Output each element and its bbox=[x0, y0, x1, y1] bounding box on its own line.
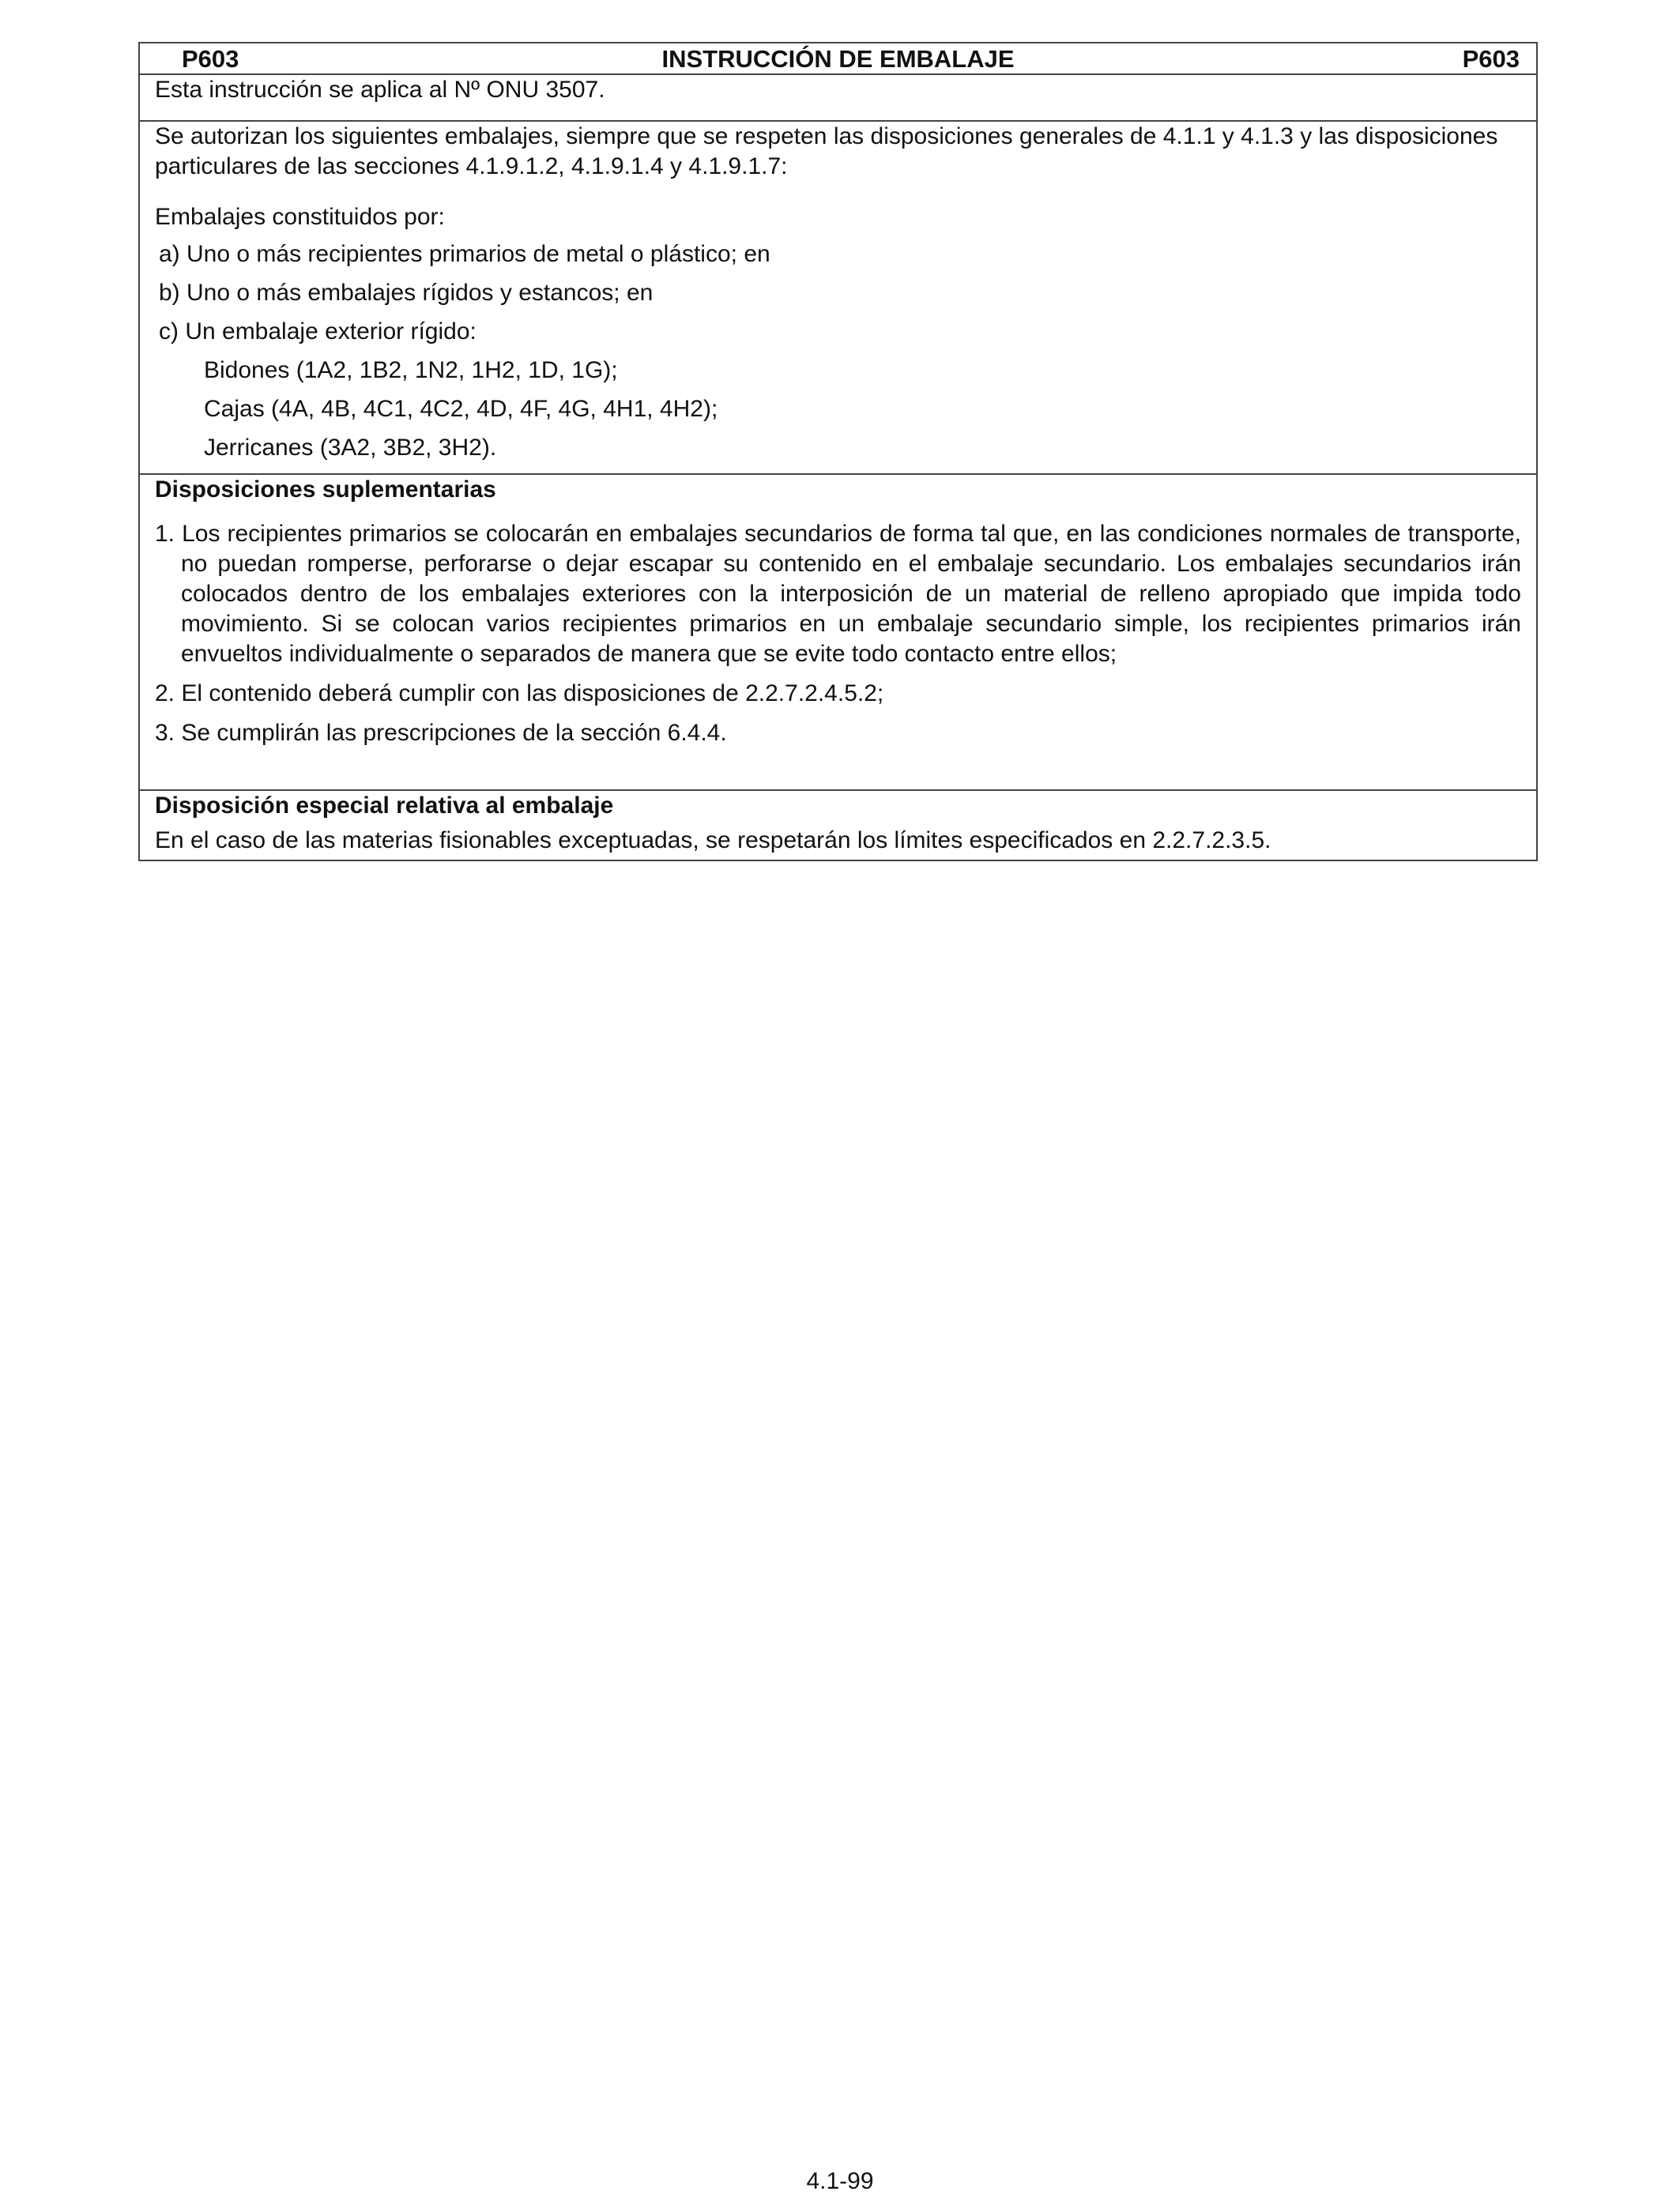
supplementary-heading: Disposiciones suplementarias bbox=[155, 476, 496, 503]
authorized-packagings-row bbox=[140, 122, 1536, 475]
packaging-item: c) Un embalaje exterior rígido: bbox=[159, 318, 477, 344]
applies-row bbox=[140, 75, 1536, 122]
page-number: 4.1-99 bbox=[806, 2168, 874, 2194]
packaging-item: a) Uno o más recipientes primarios de metal o plástico; en bbox=[159, 241, 770, 267]
instruction-title: INSTRUCCIÓN DE EMBALAJE bbox=[661, 45, 1015, 73]
applies-text: Esta instrucción se aplica al Nº ONU 3507. bbox=[155, 77, 605, 103]
outer-packaging-jerricans: Jerricanes (3A2, 3B2, 3H2). bbox=[204, 435, 497, 461]
instruction-code-left: P603 bbox=[182, 45, 239, 73]
packing-instruction-table bbox=[138, 42, 1538, 861]
packagings-intro: Se autorizan los siguientes embalajes, siempre que se respeten las disposiciones generales de 4.1.1 y 4.1.3 y las disposiciones particulares de las secciones 4.1.9.1.2, 4.1.9.1.4 y 4.1.9.1.7: bbox=[155, 123, 1498, 179]
packagings-subheading: Embalajes constituidos por: bbox=[155, 204, 445, 230]
outer-packaging-boxes: Cajas (4A, 4B, 4C1, 4C2, 4D, 4F, 4G, 4H1, 4H2); bbox=[204, 396, 718, 422]
packaging-item: b) Uno o más embalajes rígidos y estancos; en bbox=[159, 280, 654, 306]
supplementary-provision: 2. El contenido deberá cumplir con las disposiciones de 2.2.7.2.4.5.2; bbox=[155, 680, 884, 706]
supplementary-provision: 3. Se cumplirán las prescripciones de la sección 6.4.4. bbox=[155, 720, 727, 746]
instruction-code-right: P603 bbox=[1462, 45, 1520, 73]
special-provision-heading: Disposición especial relativa al embalaje bbox=[155, 793, 614, 819]
special-provision-text: En el caso de las materias fisionables exceptuadas, se respetarán los límites especificados en 2.2.7.2.3.5. bbox=[155, 827, 1271, 853]
special-packing-provision-row bbox=[140, 791, 1536, 860]
supplementary-provision: 1. Los recipientes primarios se colocarán en embalajes secundarios de forma tal que, en las condiciones normales de transporte, no puedan romperse, perforarse o dejar escapar su contenido en el embalaje secundario. Los embalajes secundarios irán colocados dentro de los embalajes exteriores con la interposición de un material de relleno apropiado que impida todo movimiento. Si se colocan varios recipientes primarios en un embalaje secundario simple, los recipientes primarios irán envueltos individualmente o separados de manera que se evite todo contacto entre ellos; bbox=[155, 521, 1521, 667]
instruction-header-row bbox=[140, 43, 1536, 75]
outer-packaging-drums: Bidones (1A2, 1B2, 1N2, 1H2, 1D, 1G); bbox=[204, 357, 618, 383]
supplementary-provisions-row bbox=[140, 475, 1536, 791]
